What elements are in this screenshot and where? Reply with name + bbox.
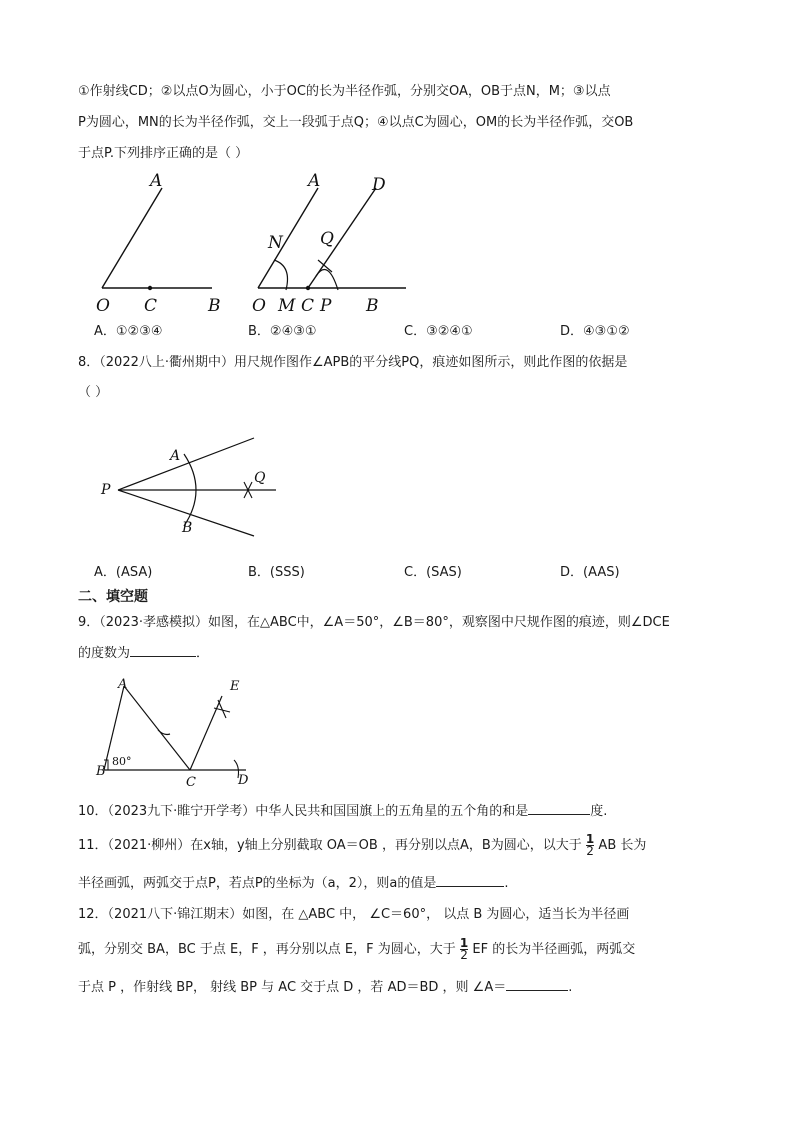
q8-label-b: B: [182, 520, 193, 536]
q11-text-2: 半径画弧，两弧交于点P，若点P的坐标为（a，2），则a的值是: [78, 876, 437, 891]
q11-text-1b: AB 长为: [598, 838, 647, 853]
q8-label-a: A: [170, 448, 181, 464]
q10-text-end: 度.: [590, 804, 608, 819]
q8-label-p: P: [101, 482, 111, 498]
q12-line-1: 12．（2021八下·锦江期末）如图，在 △ABC 中， ∠C＝60°， 以点 B 为圆心，适当长为半径画: [78, 907, 630, 922]
q12-text-2b: EF 的长为半径画弧，两弧交: [472, 942, 636, 957]
q7-right-label-c: C: [301, 296, 315, 316]
q7-right-label-p: P: [320, 296, 332, 316]
q8-figure: [96, 432, 286, 542]
q7-right-label-d: D: [372, 175, 386, 195]
q12-frac-den: 2: [460, 948, 468, 962]
q10-text: 10．（2023九下·睢宁开学考）中华人民共和国国旗上的五角星的五个角的和是: [78, 804, 529, 819]
q7-figure-right: [248, 168, 413, 318]
q8-option-a[interactable]: A．(ASA): [94, 565, 153, 580]
q11-answer-blank[interactable]: [436, 872, 504, 887]
q7-option-d[interactable]: D．④③①②: [560, 324, 630, 339]
q7-left-label-o: O: [96, 296, 110, 316]
q7-line-1: ①作射线CD；②以点O为圆心，小于OC的长为半径作弧，分别交OA，OB于点N，M；③以点: [78, 84, 611, 99]
q7-option-a[interactable]: A．①②③④: [94, 324, 163, 339]
q9-label-a: A: [118, 677, 128, 692]
q8-option-b[interactable]: B．(SSS): [248, 565, 305, 580]
q9-answer-blank[interactable]: [130, 642, 196, 657]
q9-label-e: E: [230, 679, 240, 694]
q9-line-2-text: 的度数为: [78, 646, 131, 661]
q11-text-1a: 11．（2021·柳州）在x轴，y轴上分别截取 OA＝OB ，再分别以点A，B为圆心，以大于: [78, 838, 582, 853]
q8-option-c[interactable]: C．(SAS): [404, 565, 462, 580]
q12-answer-blank[interactable]: [506, 976, 568, 991]
q7-right-label-a: A: [308, 171, 321, 191]
q7-left-label-b: B: [208, 296, 221, 316]
q7-right-label-o: O: [252, 296, 266, 316]
q9-line-2-end: ．: [196, 646, 210, 661]
q8-label-q: Q: [254, 470, 266, 486]
q10-answer-blank[interactable]: [528, 800, 590, 815]
q12-frac-num: 1: [459, 936, 469, 950]
q11-text-2-end: .: [504, 876, 509, 891]
q8-line-2: （ ）: [78, 385, 109, 400]
q12-text-3: 于点 P ，作射线 BP， 射线 BP 与 AC 交于点 D ，若 AD＝BD ，则 ∠A＝: [78, 980, 507, 995]
q12-line-3: [78, 976, 728, 998]
q7-line-2: P为圆心，MN的长为半径作弧，交上一段弧于点Q；④以点C为圆心，OM的长为半径作弧，交OB: [78, 115, 634, 130]
q7-right-label-q: Q: [320, 229, 334, 249]
q9-label-angle: 80°: [112, 755, 132, 768]
q9-line-2: [78, 642, 728, 664]
q11-fraction-half: [586, 834, 594, 857]
q9-label-b: B: [96, 764, 106, 779]
q7-figure-left: [92, 168, 232, 318]
q8-option-d[interactable]: D．(AAS): [560, 565, 620, 580]
q8-line-1: 8．（2022八上·衢州期中）用尺规作图作∠APB的平分线PQ，痕迹如图所示，则此作图的依据是: [78, 355, 628, 370]
q7-right-label-n: N: [268, 233, 283, 253]
q12-text-3-end: .: [568, 980, 573, 995]
q9-label-d: D: [238, 773, 249, 788]
q7-left-label-a: A: [150, 171, 163, 191]
q11-line-2: [78, 872, 728, 894]
q9-label-c: C: [186, 775, 196, 790]
q10-line: [78, 800, 728, 822]
q12-line-2: [78, 938, 728, 961]
q12-fraction-half: [460, 938, 468, 961]
q11-frac-den: 2: [586, 844, 594, 858]
q9-figure: [92, 674, 262, 790]
section-heading-fill-in: 二、填空题: [78, 589, 148, 605]
q11-line-1: [78, 834, 728, 857]
q12-text-2a: 弧，分别交 BA，BC 于点 E，F ，再分别以点 E，F 为圆心，大于: [78, 942, 456, 957]
q7-right-label-b: B: [366, 296, 379, 316]
q9-line-1: 9．（2023·孝感模拟）如图，在△ABC中，∠A＝50°，∠B＝80°，观察图中尺规作图的痕迹，则∠DCE: [78, 615, 670, 630]
q11-frac-num: 1: [585, 832, 595, 846]
q7-left-label-c: C: [144, 296, 158, 316]
q7-option-c[interactable]: C．③②④①: [404, 324, 473, 339]
q7-line-3: 于点P.下列排序正确的是（ ）: [78, 146, 249, 161]
q7-option-b[interactable]: B．②④③①: [248, 324, 317, 339]
q7-right-label-m: M: [278, 296, 296, 316]
